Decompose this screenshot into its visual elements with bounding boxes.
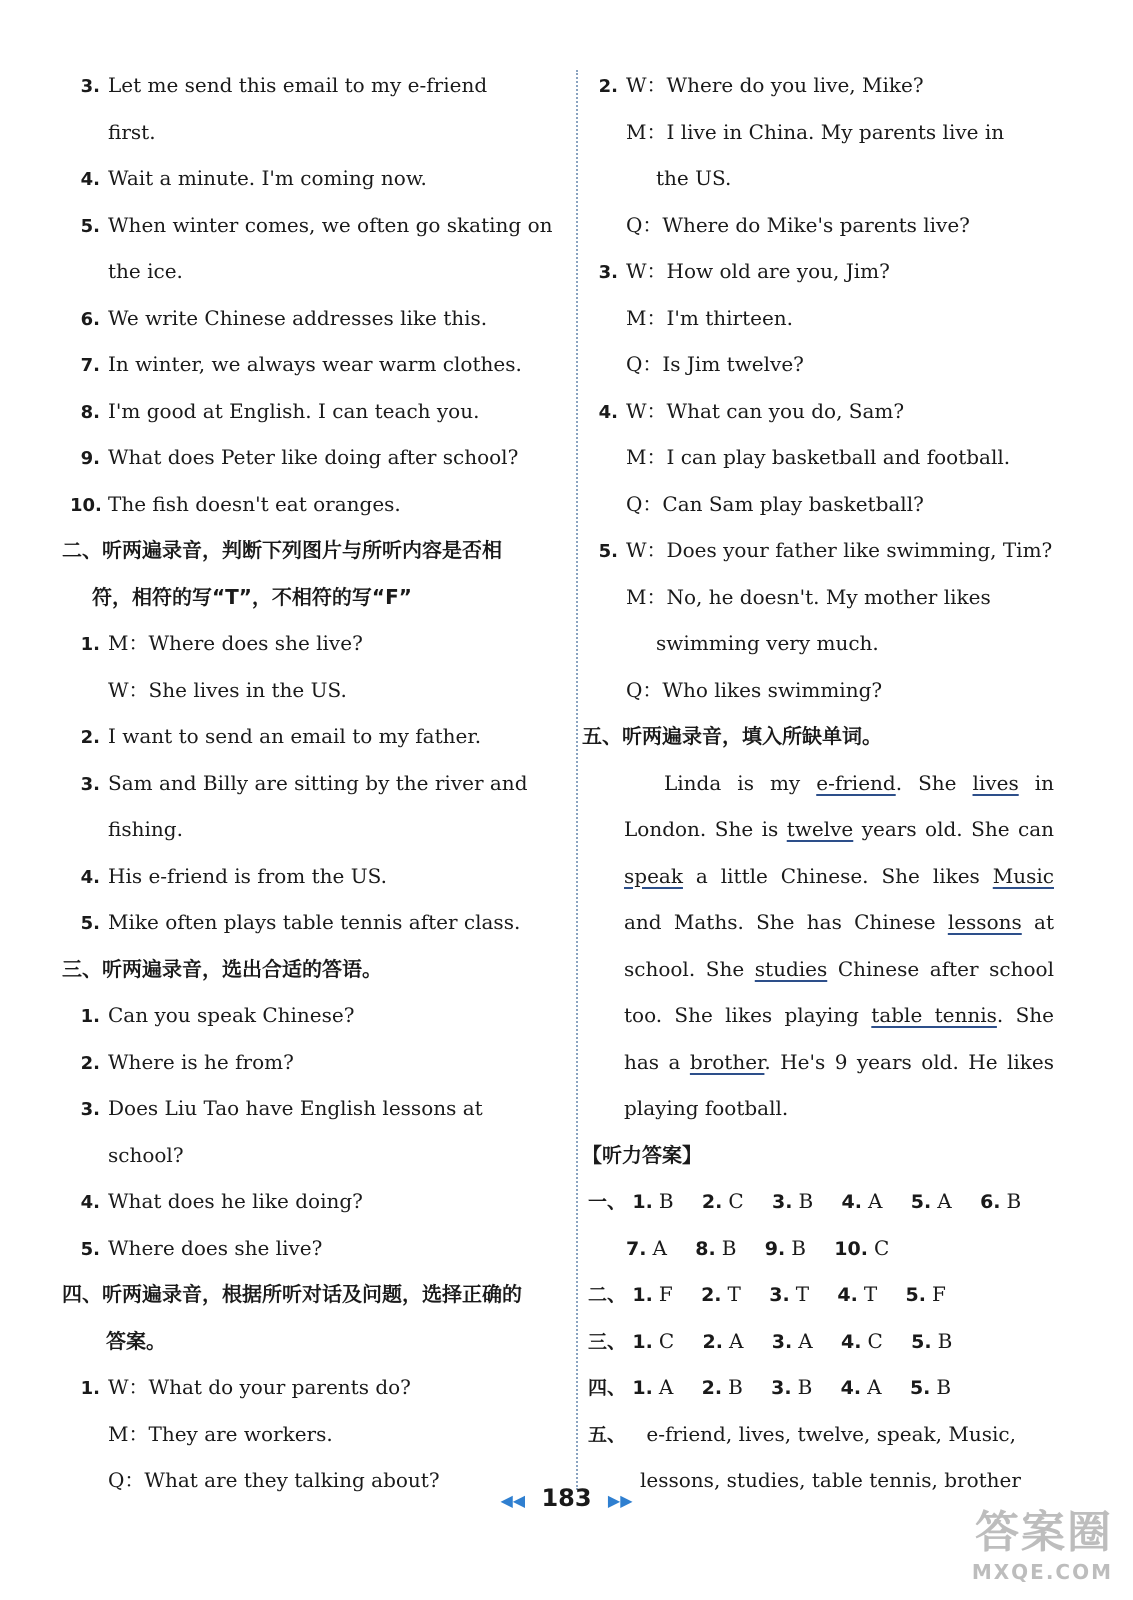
right-arrows-icon: ▶▶: [607, 1491, 633, 1510]
list-item: 4. W：What can you do, Sam?: [598, 398, 905, 423]
list-item: 3. W：How old are you, Jim?: [598, 259, 890, 283]
answer-key: [588, 1178, 1078, 1504]
answer-word: lessons: [947, 910, 1022, 934]
question-line: Q：What are they talking about?: [108, 1468, 440, 1492]
answer-word: lives: [972, 770, 1019, 795]
list-item: 3. Sam and Billy are sitting by the river and: [80, 770, 528, 795]
list-item: 5. W：Does your father like swimming, Tim?: [598, 538, 1053, 562]
answer-row-5: 五、 e-friend, lives, twelve, speak, Music,: [588, 1421, 1016, 1446]
section-2-items: [70, 620, 550, 946]
list-item-continuation: fishing.: [108, 817, 183, 841]
list-item: 3. Let me send this email to my e-friend: [80, 73, 488, 97]
section-3-items: [70, 992, 550, 1271]
answer-word: brother: [689, 1049, 765, 1074]
answer-row-3: 三、 1. C 2. A 3. A 4. C 5. B: [588, 1328, 953, 1353]
dialogue-line: W：She lives in the US.: [108, 677, 347, 702]
page-footer: [0, 1484, 1133, 1512]
list-item: 5. Where does she live?: [80, 1235, 323, 1260]
dialogue-line: M：I can play basketball and football.: [626, 445, 1011, 469]
section-2-title: 二、听两遍录音，判断下列图片与所听内容是否相: [62, 538, 502, 562]
list-item: 4. Wait a minute. I'm coming now.: [80, 166, 427, 190]
list-item: 1. W：What do your parents do?: [80, 1375, 411, 1399]
section-2-title-cont: 符，相符的写“T”，不相符的写“F”: [92, 584, 412, 609]
list-item-continuation: school?: [108, 1142, 184, 1167]
list-item: 2. I want to send an email to my father.: [80, 724, 482, 748]
section-4-title: 四、听两遍录音，根据所听对话及问题，选择正确的: [62, 1282, 522, 1306]
section-4-items: [588, 62, 1078, 713]
answer-word: e-friend: [816, 770, 896, 795]
answer-word: Music: [992, 863, 1054, 888]
dialogue-line: M：They are workers.: [108, 1421, 333, 1446]
list-item: 4. What does he like doing?: [80, 1189, 363, 1213]
list-item: 9. What does Peter like doing after school?: [80, 445, 519, 469]
list-item: 7. In winter, we always wear warm clothes.: [80, 352, 522, 376]
list-item: 1. Can you speak Chinese?: [80, 1003, 355, 1027]
answer-word: speak: [624, 863, 683, 888]
watermark-url: MXQE.COM: [971, 1560, 1113, 1584]
left-arrows-icon: ◀◀: [500, 1491, 526, 1510]
dialogue-line: M：No, he doesn't. My mother likes: [626, 584, 991, 609]
watermark: [972, 1496, 1113, 1584]
list-item: 5. Mike often plays table tennis after class.: [80, 910, 521, 934]
question-line: Q：Where do Mike's parents live?: [626, 212, 970, 237]
right-column: [582, 62, 1078, 1504]
list-item: 10. The fish doesn't eat oranges.: [70, 491, 401, 516]
list-item: 2. Where is he from?: [80, 1049, 294, 1074]
list-item: 8. I'm good at English. I can teach you.: [80, 398, 480, 423]
list-item: 1. M：Where does she live?: [80, 631, 363, 655]
left-column: [62, 62, 553, 1504]
list-item: 4. His e-friend is from the US.: [80, 863, 387, 888]
answer-row-1-cont: 7. A 8. B 9. B 10. C: [626, 1235, 890, 1260]
page-number: 183: [541, 1484, 592, 1512]
list-item: 5. When winter comes, we often go skating on: [80, 212, 553, 237]
answer-row-1: 一、 1. B 2. C 3. B 4. A 5. A 6. B: [588, 1189, 1022, 1213]
dialogue-continuation: swimming very much.: [656, 631, 879, 655]
dialogue-continuation: the US.: [656, 166, 732, 190]
list-item-continuation: first.: [108, 119, 156, 144]
question-line: Q：Who likes swimming?: [626, 677, 883, 702]
watermark-logo: 答案圈: [975, 1507, 1113, 1558]
section-5-title: 五、听两遍录音，填入所缺单词。: [582, 724, 882, 748]
answer-row-4: 四、 1. A 2. B 3. B 4. A 5. B: [588, 1375, 952, 1399]
answer-word: table tennis: [871, 1003, 997, 1027]
dialogue-line: M：I live in China. My parents live in: [626, 119, 1005, 144]
answer-row-2: 二、 1. F 2. T 3. T 4. T 5. F: [588, 1282, 946, 1306]
dialogue-line: M：I'm thirteen.: [626, 305, 794, 330]
section-3-title: 三、听两遍录音，选出合适的答语。: [62, 956, 382, 981]
question-line: Q：Can Sam play basketball?: [626, 491, 924, 516]
list-item: 3. Does Liu Tao have English lessons at: [80, 1096, 483, 1120]
section-4-title-cont: 答案。: [106, 1328, 166, 1353]
fill-in-paragraph: Linda is my e-friend. She lives in London. She is twelve years old. She can speak a little Chinese. She likes Music and Maths. She has Chinese lessons at school. She studies Chinese after school too. She likes playing table tennis. She has a brother. He's 9 years old. He likes playing football.: [624, 770, 1055, 1120]
section-4-item-1: [70, 1364, 550, 1504]
list-item: 2. W：Where do you live, Mike?: [598, 73, 924, 97]
list-item: 6. We write Chinese addresses like this.: [80, 305, 488, 330]
column-divider: [576, 70, 578, 1490]
answers-title: 【听力答案】: [582, 1142, 702, 1167]
section-1-items: [70, 62, 553, 527]
answer-word: twelve: [786, 817, 854, 841]
answer-row-5-cont: lessons, studies, table tennis, brother: [640, 1468, 1021, 1492]
list-item-continuation: the ice.: [108, 259, 183, 283]
answer-word: studies: [754, 956, 828, 981]
question-line: Q：Is Jim twelve?: [626, 352, 804, 376]
